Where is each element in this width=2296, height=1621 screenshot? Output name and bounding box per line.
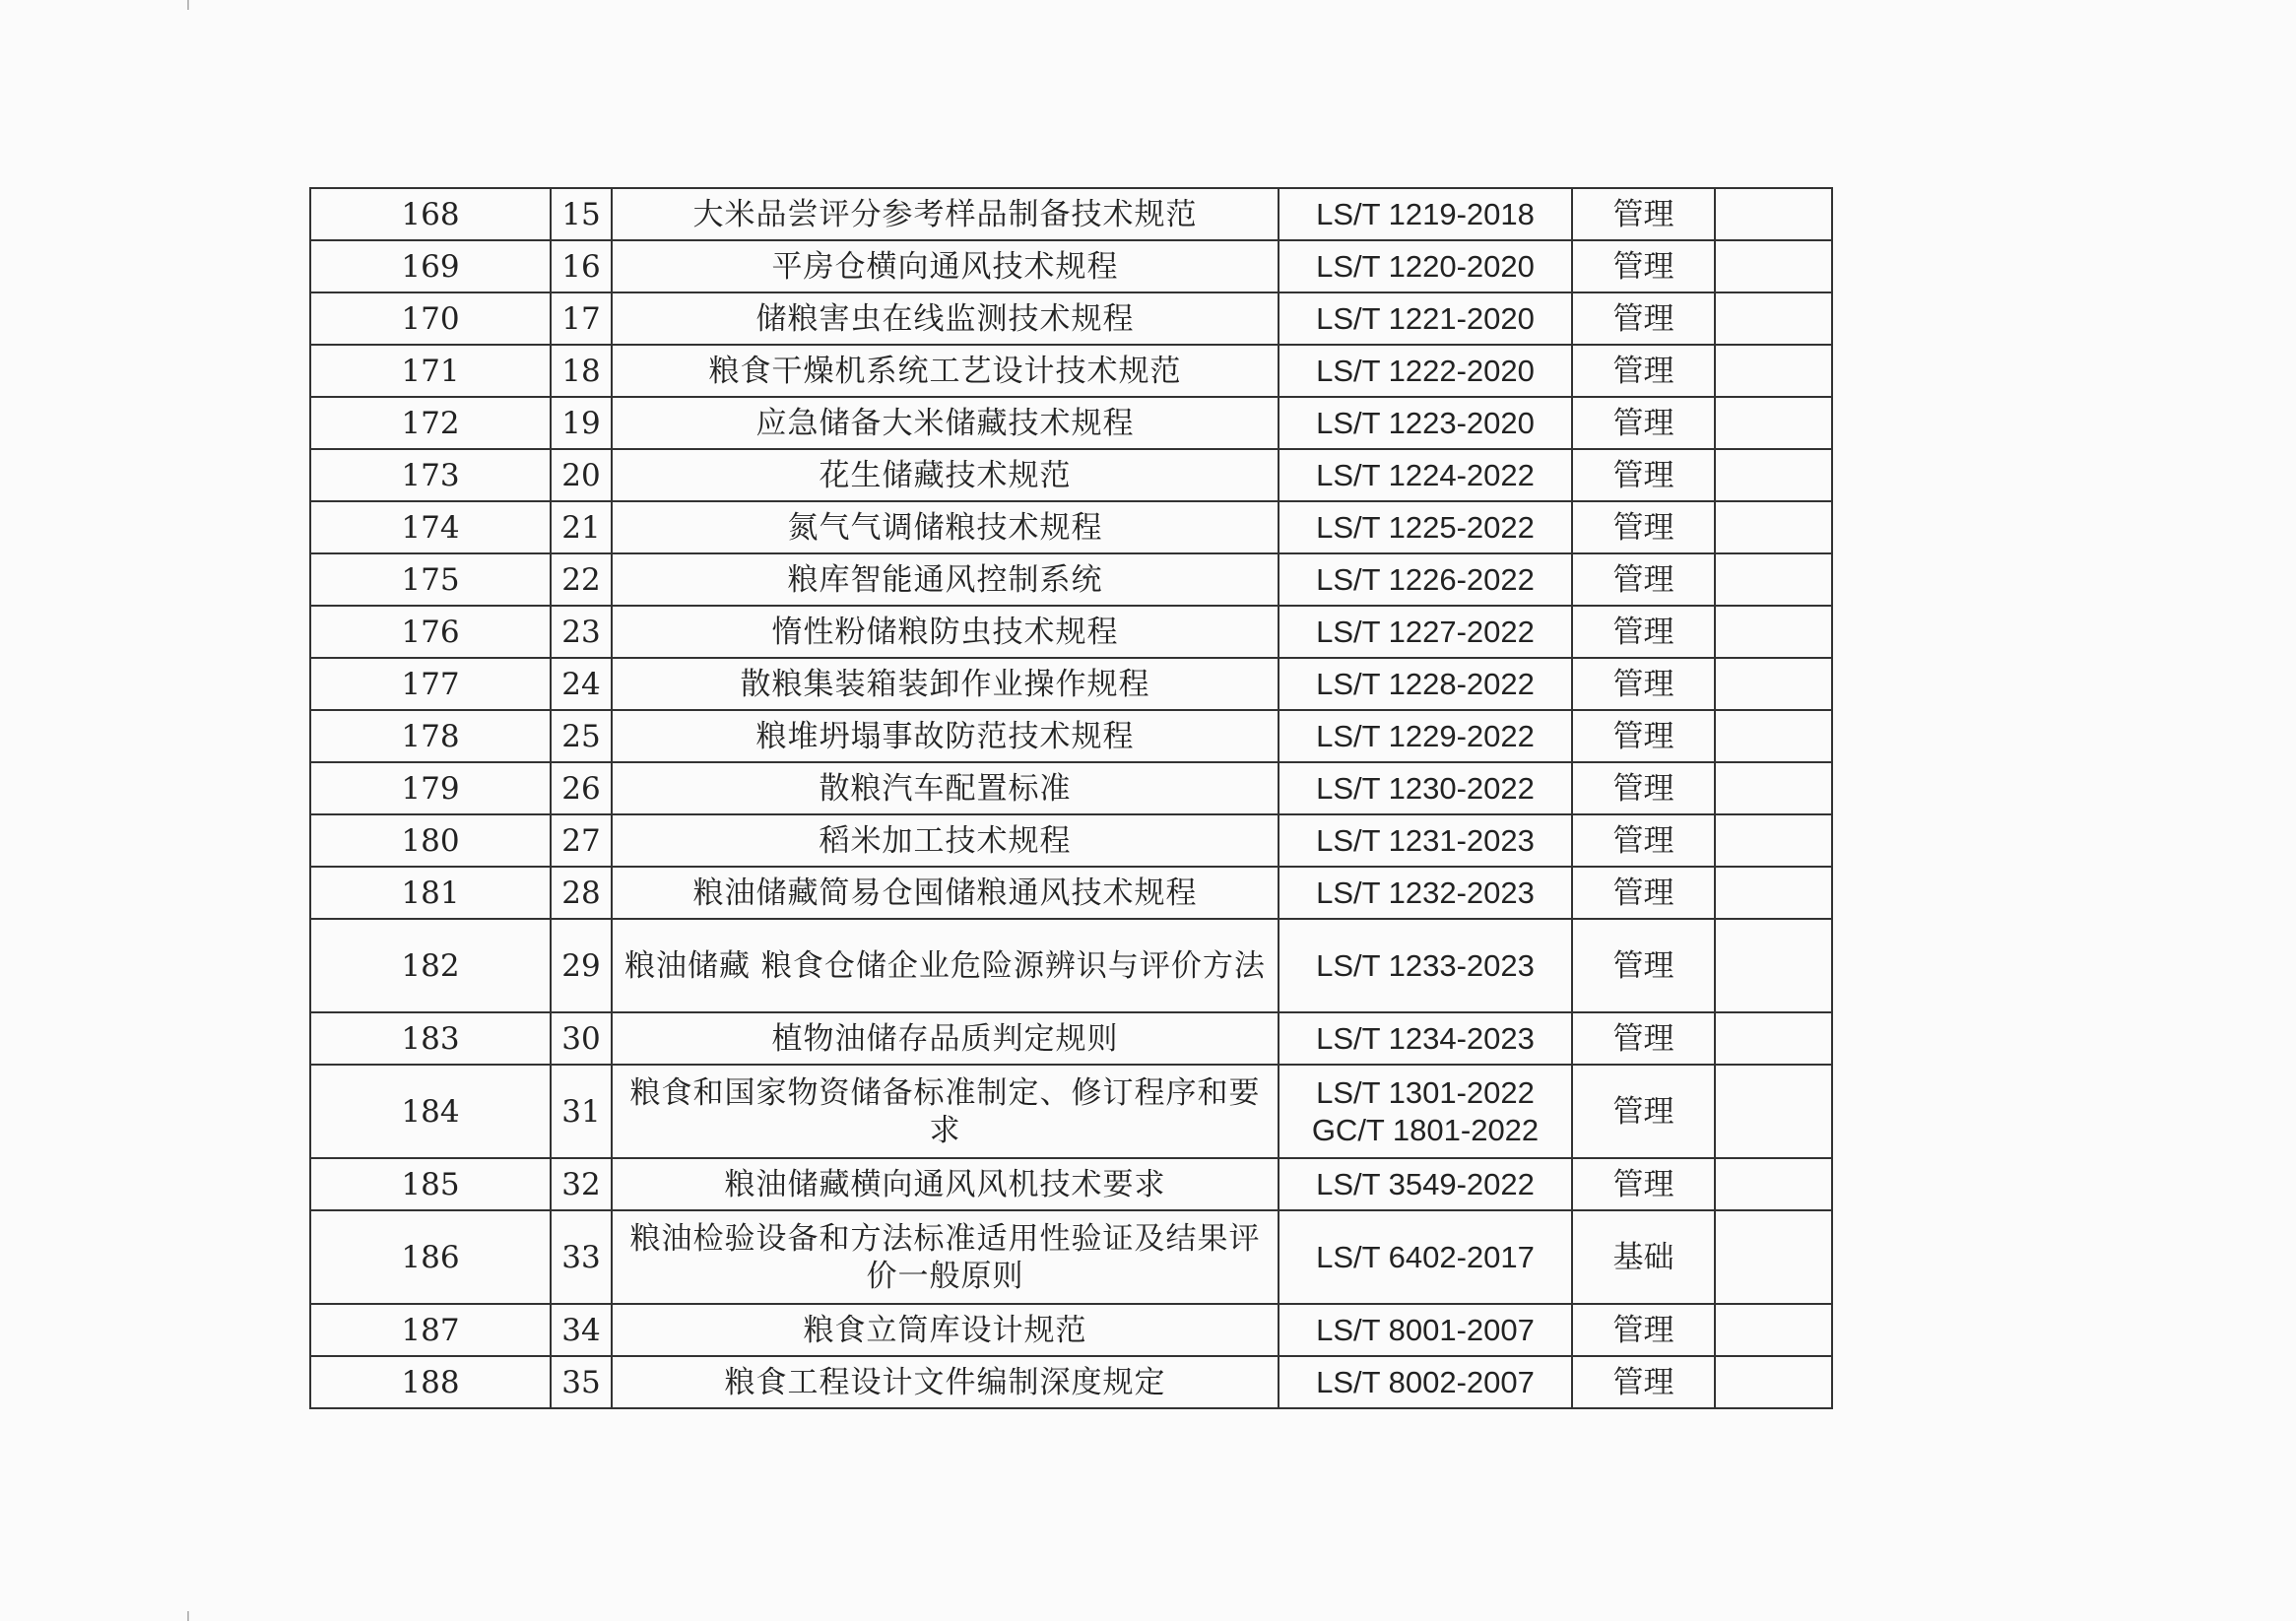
standard-name-cell: 粮食干燥机系统工艺设计技术规范: [612, 345, 1279, 397]
standard-type-cell: 管理: [1572, 240, 1715, 292]
sub-number-cell: 26: [551, 762, 612, 814]
remark-cell: [1715, 292, 1832, 345]
remark-cell: [1715, 710, 1832, 762]
row-number-cell: 171: [310, 345, 551, 397]
row-number-cell: 170: [310, 292, 551, 345]
standard-name-cell: 大米品尝评分参考样品制备技术规范: [612, 188, 1279, 240]
sub-number-cell: 33: [551, 1210, 612, 1304]
remark-cell: [1715, 1210, 1832, 1304]
standard-type-cell: 管理: [1572, 867, 1715, 919]
standard-type-cell: 管理: [1572, 814, 1715, 867]
standard-code-text: LS/T 6402-2017: [1316, 1239, 1535, 1274]
standard-code-text: GC/T 1801-2022: [1311, 1112, 1540, 1147]
sub-number-cell: 24: [551, 658, 612, 710]
row-number-cell: 183: [310, 1012, 551, 1065]
standard-name-cell: 粮油储藏简易仓囤储粮通风技术规程: [612, 867, 1279, 919]
row-number-cell: 177: [310, 658, 551, 710]
row-number-cell: 173: [310, 449, 551, 501]
standard-type-cell: 管理: [1572, 919, 1715, 1012]
standards-table-body: [310, 188, 1832, 1408]
table-row: [310, 501, 1832, 553]
standard-code-text: LS/T 1219-2018: [1316, 196, 1535, 231]
table-row: [310, 1304, 1832, 1356]
remark-cell: [1715, 867, 1832, 919]
standard-code-text: LS/T 1221-2020: [1316, 300, 1535, 336]
sub-number-cell: 32: [551, 1158, 612, 1210]
standard-code-text: LS/T 1222-2020: [1316, 353, 1535, 388]
standard-name-cell: 粮油检验设备和方法标准适用性验证及结果评价一般原则: [612, 1210, 1279, 1304]
standard-type-cell: 管理: [1572, 1065, 1715, 1158]
standard-code-text: LS/T 1229-2022: [1316, 718, 1535, 753]
standard-code-cell: [1279, 1012, 1572, 1065]
table-row: [310, 658, 1832, 710]
sub-number-cell: 31: [551, 1065, 612, 1158]
scan-edge-mark-top: [187, 0, 189, 10]
standard-name-cell: 散粮集装箱装卸作业操作规程: [612, 658, 1279, 710]
row-number-cell: 174: [310, 501, 551, 553]
table-row: [310, 814, 1832, 867]
remark-cell: [1715, 1304, 1832, 1356]
standard-type-cell: 管理: [1572, 710, 1715, 762]
remark-cell: [1715, 1065, 1832, 1158]
row-number-cell: 182: [310, 919, 551, 1012]
standard-type-cell: 管理: [1572, 762, 1715, 814]
standard-type-cell: 管理: [1572, 188, 1715, 240]
table-row: [310, 606, 1832, 658]
standard-type-cell: 管理: [1572, 1012, 1715, 1065]
remark-cell: [1715, 240, 1832, 292]
standard-name-cell: 惰性粉储粮防虫技术规程: [612, 606, 1279, 658]
sub-number-cell: 22: [551, 553, 612, 606]
table-row: [310, 397, 1832, 449]
standard-name-cell: 粮食和国家物资储备标准制定、修订程序和要求: [612, 1065, 1279, 1158]
sub-number-cell: 27: [551, 814, 612, 867]
standard-code-cell: [1279, 501, 1572, 553]
table-row: [310, 1158, 1832, 1210]
table-row: [310, 867, 1832, 919]
row-number-cell: 186: [310, 1210, 551, 1304]
standard-code-cell: [1279, 1210, 1572, 1304]
sub-number-cell: 17: [551, 292, 612, 345]
table-row: [310, 1065, 1832, 1158]
standards-table: [309, 187, 1833, 1409]
standard-name-cell: 粮油储藏 粮食仓储企业危险源辨识与评价方法: [612, 919, 1279, 1012]
standard-name-cell: 储粮害虫在线监测技术规程: [612, 292, 1279, 345]
standard-code-text: LS/T 3549-2022: [1316, 1166, 1535, 1201]
sub-number-cell: 28: [551, 867, 612, 919]
row-number-cell: 181: [310, 867, 551, 919]
sub-number-cell: 21: [551, 501, 612, 553]
standard-code-text: LS/T 1234-2023: [1316, 1020, 1535, 1056]
standard-name-cell: 粮堆坍塌事故防范技术规程: [612, 710, 1279, 762]
sub-number-cell: 30: [551, 1012, 612, 1065]
standard-type-cell: 管理: [1572, 606, 1715, 658]
remark-cell: [1715, 1012, 1832, 1065]
standard-code-text: LS/T 1226-2022: [1316, 561, 1535, 597]
remark-cell: [1715, 1158, 1832, 1210]
table-row: [310, 762, 1832, 814]
standard-code-cell: [1279, 867, 1572, 919]
row-number-cell: 187: [310, 1304, 551, 1356]
standard-code-cell: [1279, 814, 1572, 867]
row-number-cell: 185: [310, 1158, 551, 1210]
standard-code-text: LS/T 1233-2023: [1316, 947, 1535, 983]
standard-name-cell: 氮气气调储粮技术规程: [612, 501, 1279, 553]
remark-cell: [1715, 1356, 1832, 1408]
row-number-cell: 180: [310, 814, 551, 867]
remark-cell: [1715, 501, 1832, 553]
standard-code-text: LS/T 1231-2023: [1316, 822, 1535, 858]
standard-code-cell: [1279, 606, 1572, 658]
standard-code-cell: [1279, 1304, 1572, 1356]
table-row: [310, 345, 1832, 397]
row-number-cell: 184: [310, 1065, 551, 1158]
standard-code-cell: [1279, 397, 1572, 449]
standard-type-cell: 管理: [1572, 449, 1715, 501]
standard-code-cell: [1279, 658, 1572, 710]
table-row: [310, 449, 1832, 501]
standard-code-cell: [1279, 345, 1572, 397]
standard-code-cell: [1279, 1158, 1572, 1210]
standard-type-cell: 管理: [1572, 1158, 1715, 1210]
standard-type-cell: 基础: [1572, 1210, 1715, 1304]
table-row: [310, 553, 1832, 606]
standard-type-cell: 管理: [1572, 1304, 1715, 1356]
row-number-cell: 168: [310, 188, 551, 240]
standard-code-text: LS/T 1301-2022: [1316, 1074, 1535, 1110]
standard-type-cell: 管理: [1572, 553, 1715, 606]
standard-code-cell: [1279, 553, 1572, 606]
table-row: [310, 1012, 1832, 1065]
table-row: [310, 1356, 1832, 1408]
standard-type-cell: 管理: [1572, 345, 1715, 397]
standard-name-cell: 稻米加工技术规程: [612, 814, 1279, 867]
standard-name-cell: 散粮汽车配置标准: [612, 762, 1279, 814]
standard-type-cell: 管理: [1572, 292, 1715, 345]
remark-cell: [1715, 188, 1832, 240]
standard-code-cell: [1279, 762, 1572, 814]
standard-code-cell: [1279, 292, 1572, 345]
row-number-cell: 179: [310, 762, 551, 814]
row-number-cell: 178: [310, 710, 551, 762]
row-number-cell: 175: [310, 553, 551, 606]
standard-code-text: LS/T 8002-2007: [1316, 1364, 1535, 1399]
sub-number-cell: 35: [551, 1356, 612, 1408]
remark-cell: [1715, 449, 1832, 501]
table-row: [310, 919, 1832, 1012]
sub-number-cell: 23: [551, 606, 612, 658]
standard-name-cell: 粮库智能通风控制系统: [612, 553, 1279, 606]
sub-number-cell: 29: [551, 919, 612, 1012]
table-row: [310, 1210, 1832, 1304]
standard-type-cell: 管理: [1572, 658, 1715, 710]
remark-cell: [1715, 553, 1832, 606]
row-number-cell: 176: [310, 606, 551, 658]
standard-name-cell: 植物油储存品质判定规则: [612, 1012, 1279, 1065]
standard-code-text: LS/T 1232-2023: [1316, 875, 1535, 910]
standard-code-cell: [1279, 919, 1572, 1012]
standard-code-text: LS/T 1225-2022: [1316, 509, 1535, 545]
standard-name-cell: 粮食立筒库设计规范: [612, 1304, 1279, 1356]
remark-cell: [1715, 919, 1832, 1012]
standard-name-cell: 花生储藏技术规范: [612, 449, 1279, 501]
row-number-cell: 172: [310, 397, 551, 449]
standard-code-cell: [1279, 1065, 1572, 1158]
standard-code-cell: [1279, 1356, 1572, 1408]
sub-number-cell: 18: [551, 345, 612, 397]
remark-cell: [1715, 762, 1832, 814]
remark-cell: [1715, 658, 1832, 710]
standard-name-cell: 应急储备大米储藏技术规程: [612, 397, 1279, 449]
row-number-cell: 169: [310, 240, 551, 292]
standard-code-text: LS/T 8001-2007: [1316, 1312, 1535, 1347]
standard-code-text: LS/T 1230-2022: [1316, 770, 1535, 806]
remark-cell: [1715, 397, 1832, 449]
standard-name-cell: 粮油储藏横向通风风机技术要求: [612, 1158, 1279, 1210]
table-row: [310, 292, 1832, 345]
sub-number-cell: 15: [551, 188, 612, 240]
standard-name-cell: 平房仓横向通风技术规程: [612, 240, 1279, 292]
table-row: [310, 240, 1832, 292]
table-row: [310, 710, 1832, 762]
sub-number-cell: 25: [551, 710, 612, 762]
standard-code-text: LS/T 1227-2022: [1316, 614, 1535, 649]
remark-cell: [1715, 345, 1832, 397]
remark-cell: [1715, 814, 1832, 867]
standard-code-text: LS/T 1220-2020: [1316, 248, 1535, 284]
standard-name-cell: 粮食工程设计文件编制深度规定: [612, 1356, 1279, 1408]
standard-code-text: LS/T 1224-2022: [1316, 457, 1535, 492]
standard-type-cell: 管理: [1572, 501, 1715, 553]
standard-code-cell: [1279, 188, 1572, 240]
standard-type-cell: 管理: [1572, 397, 1715, 449]
sub-number-cell: 16: [551, 240, 612, 292]
standard-code-cell: [1279, 710, 1572, 762]
row-number-cell: 188: [310, 1356, 551, 1408]
table-row: [310, 188, 1832, 240]
standard-code-text: LS/T 1228-2022: [1316, 666, 1535, 701]
sub-number-cell: 20: [551, 449, 612, 501]
standard-code-cell: [1279, 449, 1572, 501]
standard-code-cell: [1279, 240, 1572, 292]
scan-edge-mark-bottom: [187, 1611, 189, 1621]
remark-cell: [1715, 606, 1832, 658]
standard-type-cell: 管理: [1572, 1356, 1715, 1408]
standard-code-text: LS/T 1223-2020: [1316, 405, 1535, 440]
sub-number-cell: 34: [551, 1304, 612, 1356]
sub-number-cell: 19: [551, 397, 612, 449]
